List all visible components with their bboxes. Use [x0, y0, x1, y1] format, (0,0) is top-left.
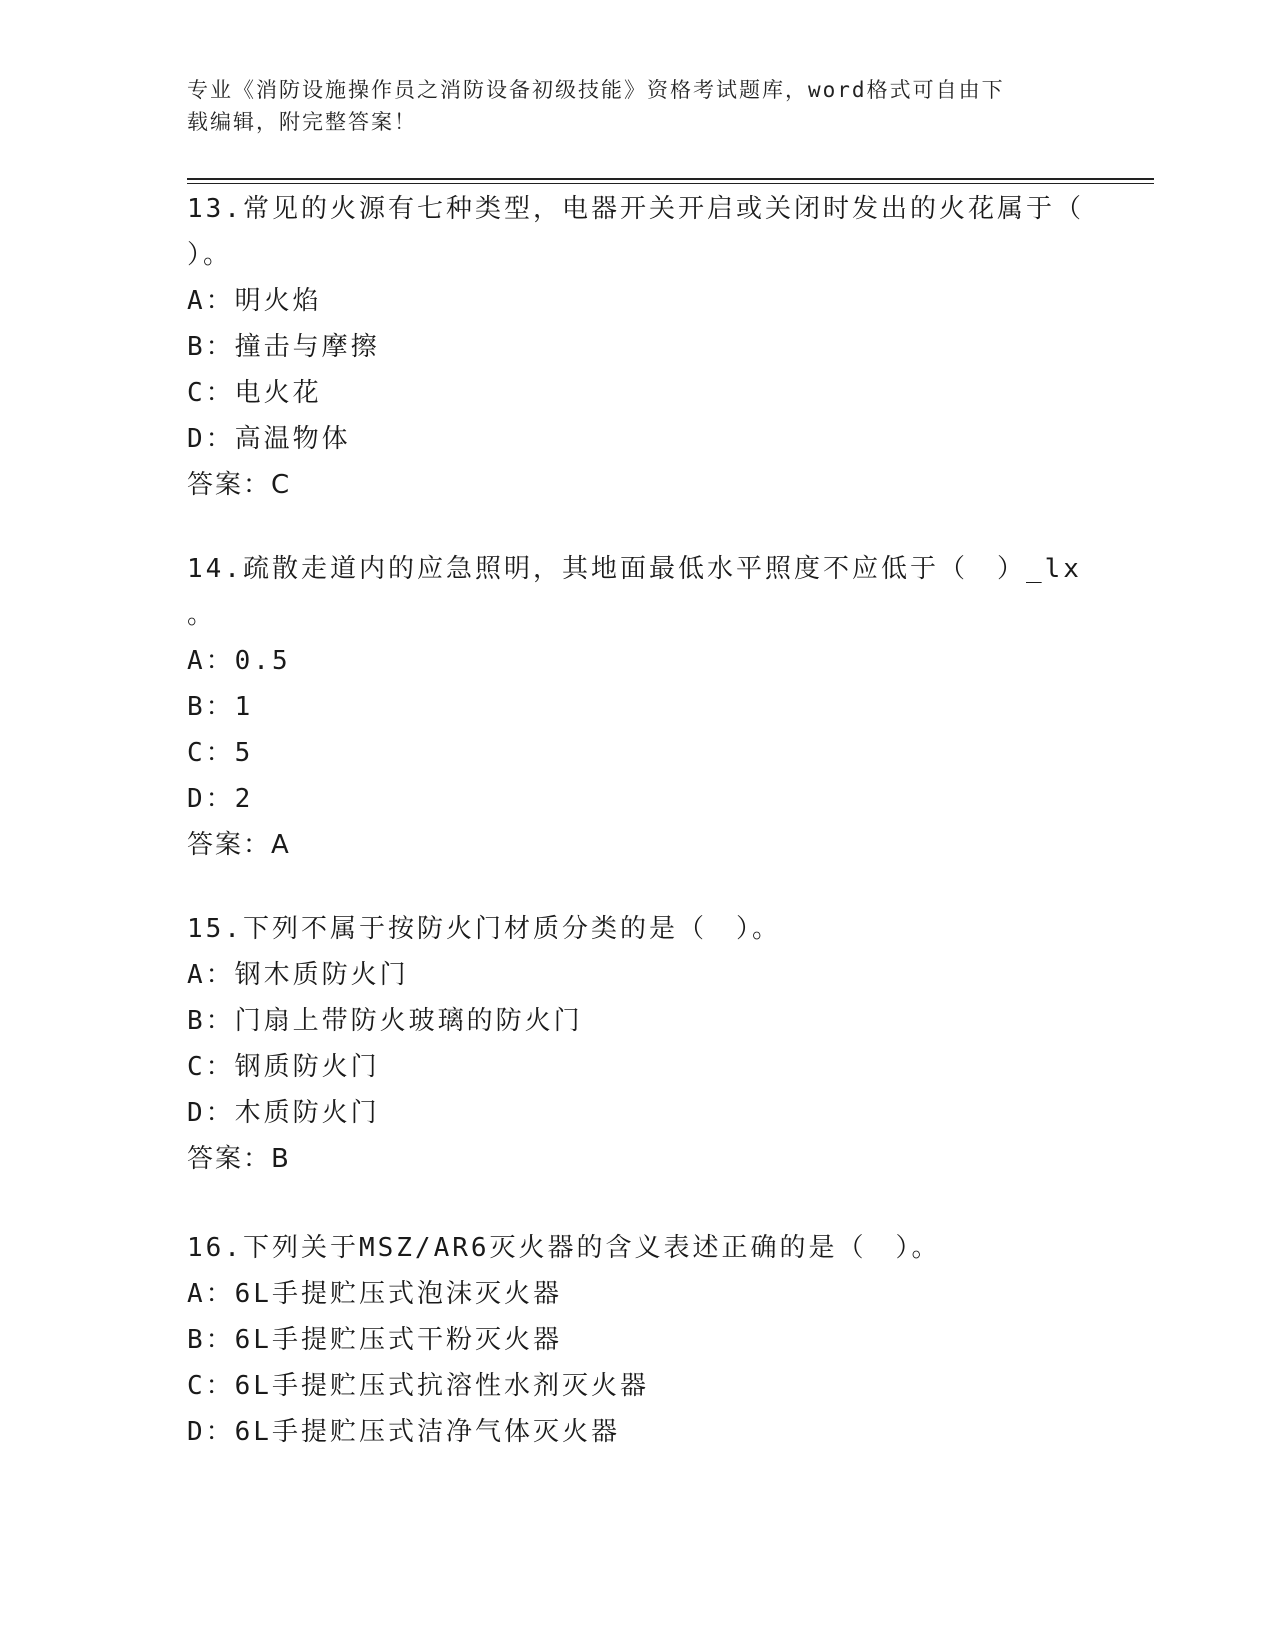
question-15 [187, 906, 1087, 1182]
question-stem-continued: 。 [187, 600, 217, 630]
option-d: D：2 [187, 784, 254, 814]
option-b: B：门扇上带防火玻璃的防火门 [187, 1006, 583, 1036]
option-a: A：0.5 [187, 646, 291, 676]
answer: 答案：A [187, 830, 291, 860]
question-14 [187, 546, 1087, 868]
question-stem: 16.下列关于MSZ/AR6灭火器的含义表述正确的是（ ）。 [187, 1233, 941, 1263]
option-b: B：6L手提贮压式干粉灭火器 [187, 1325, 562, 1355]
option-b: B：1 [187, 692, 254, 722]
question-stem: 14.疏散走道内的应急照明，其地面最低水平照度不应低于（ ）_lx [187, 554, 1082, 584]
option-c: C：钢质防火门 [187, 1052, 380, 1082]
question-13 [187, 186, 1087, 508]
option-c: C：6L手提贮压式抗溶性水剂灭火器 [187, 1371, 649, 1401]
question-stem: 13.常见的火源有七种类型，电器开关开启或关闭时发出的火花属于（ [187, 194, 1084, 224]
header-divider [187, 178, 1154, 180]
question-16 [187, 1225, 1087, 1455]
option-a: A：明火焰 [187, 286, 322, 316]
header-line-2: 载编辑，附完整答案！ [187, 110, 417, 134]
option-b: B：撞击与摩擦 [187, 332, 380, 362]
option-c: C：电火花 [187, 378, 322, 408]
option-c: C：5 [187, 738, 254, 768]
option-a: A：6L手提贮压式泡沫灭火器 [187, 1279, 562, 1309]
answer: 答案：C [187, 470, 292, 500]
header-line-1: 专业《消防设施操作员之消防设备初级技能》资格考试题库，word格式可自由下 [187, 78, 1005, 102]
answer: 答案：B [187, 1144, 291, 1174]
option-a: A：钢木质防火门 [187, 960, 409, 990]
question-stem: 15.下列不属于按防火门材质分类的是（ ）。 [187, 914, 781, 944]
option-d: D：木质防火门 [187, 1098, 380, 1128]
option-d: D：6L手提贮压式洁净气体灭火器 [187, 1417, 620, 1447]
document-header [187, 74, 1067, 138]
question-stem-continued: ）。 [187, 240, 233, 270]
header-divider-thin [187, 183, 1154, 184]
option-d: D：高温物体 [187, 424, 351, 454]
